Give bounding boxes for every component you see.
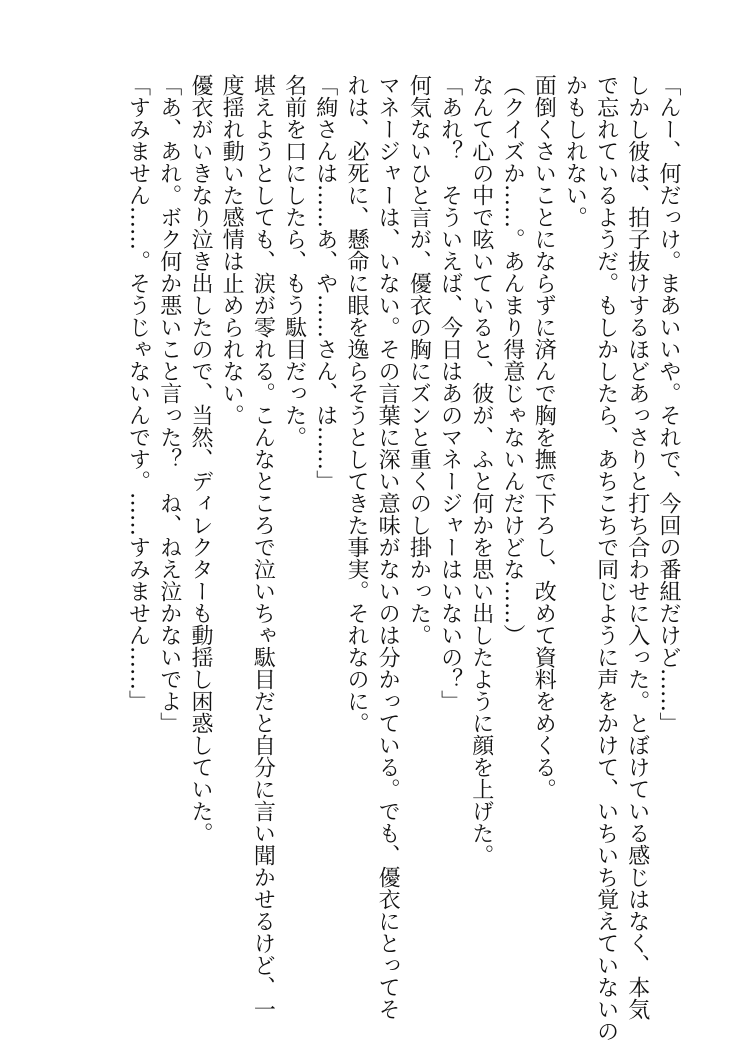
text-line-6: （クイズか……。あんまり得意じゃないんだけどな……） [499, 74, 525, 646]
text-line-8: 「あれ？ そういえば、今日はあのマネージャーはいないの？」 [437, 74, 463, 712]
text-line-11: れは、必死に、懸命に眼を逸らそうとしてきた事実。それなのに。 [343, 74, 369, 734]
text-line-15: 度揺れ動いた感情は止められない。 [219, 74, 245, 426]
text-line-1: 「んー、何だっけ。まあいいや。それで、今回の番組だけど……」 [656, 74, 681, 734]
text-line-9: 何気ないひと言が、優衣の胸にズンと重くのし掛かった。 [406, 74, 432, 646]
text-line-7: なんて心の中で呟いていると、彼が、ふと何かを思い出したように顔を上げた。 [468, 74, 494, 866]
text-line-16: 優衣がいきなり泣き出したので、当然、ディレクターも動揺し困惑していた。 [187, 74, 213, 844]
text-line-2: しかし彼は、拍子抜けするほどあっさりと打ち合わせに入った。とぼけている感じはなく、本気 [624, 74, 650, 1020]
text-line-17: 「あ、あれ。ボク何か悪いこと言った？ ね、ねえ泣かないでよ」 [156, 74, 182, 734]
text-line-13: 名前を口にしたら、もう駄目だった。 [281, 74, 307, 448]
text-line-10: マネージャーは、いない。その言葉に深い意味がないのは分かっている。でも、優衣にとってそ [375, 74, 401, 1020]
text-line-3: で忘れているようだ。もしかしたら、あちこちで同じように声をかけて、いちいち覚えていないの [593, 74, 619, 1042]
text-line-5: 面倒くさいことにならずに済んで胸を撫で下ろし、改めて資料をめくる。 [531, 74, 557, 800]
text-line-4: かもしれない。 [562, 74, 588, 228]
text-line-14: 堪えようとしても、涙が零れる。こんなところで泣いちゃ駄目だと自分に言い聞かせるけど、一 [250, 74, 276, 1020]
text-line-18: 「すみません……。そうじゃないんです。……すみません……」 [125, 74, 151, 712]
text-line-12: 「絢さんは……あ、や……さん、は……」 [312, 74, 338, 492]
vertical-text-block [122, 74, 684, 1042]
